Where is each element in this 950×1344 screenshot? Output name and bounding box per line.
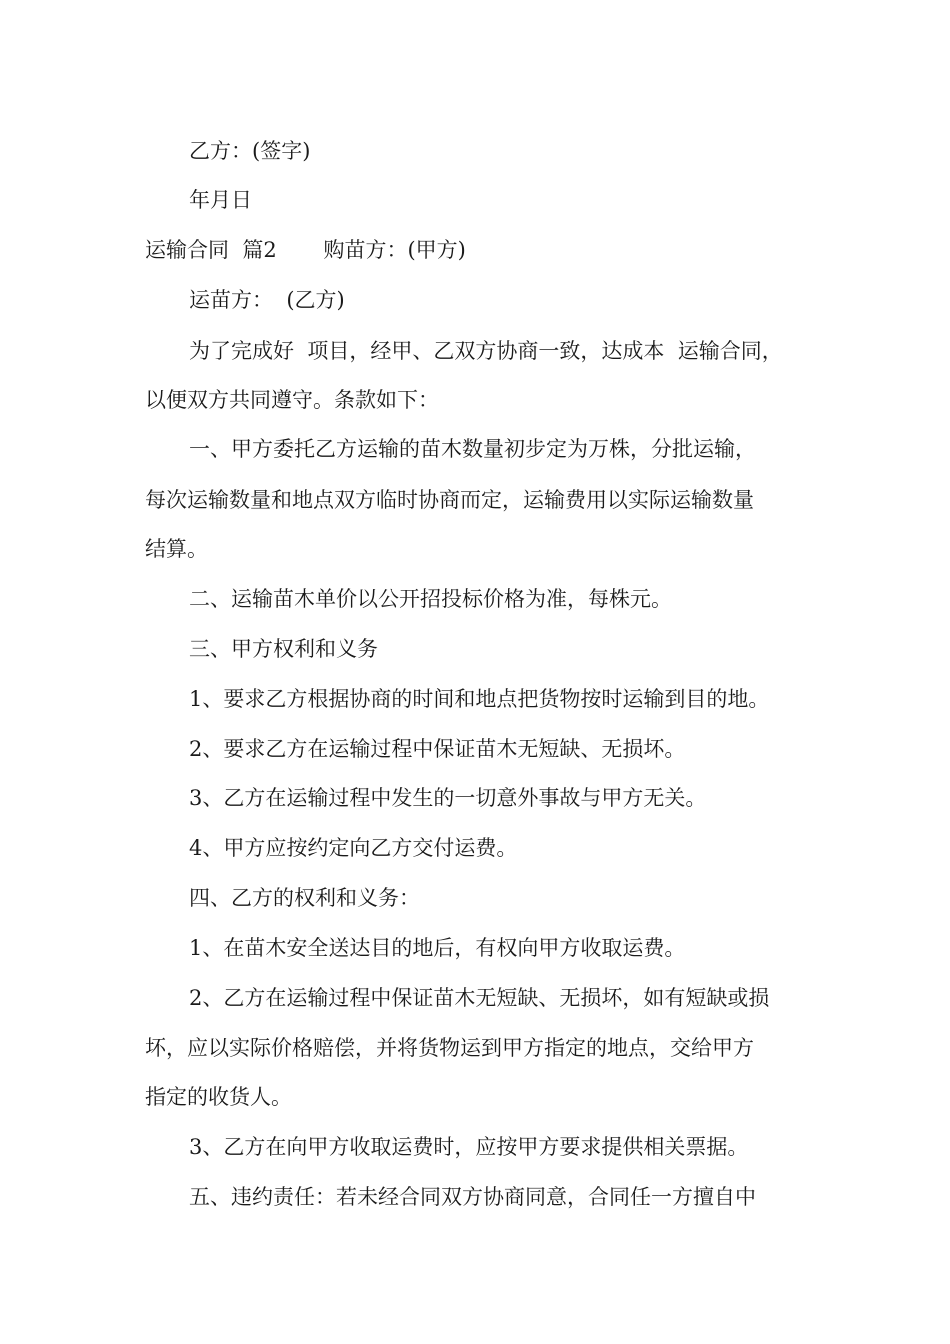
list-item: 3、乙方在运输过程中发生的一切意外事故与甲方无关。: [189, 786, 707, 810]
signature-party-b: 乙方：(签字): [189, 139, 311, 163]
paragraph-line: 以便双方共同遵守。条款如下：: [145, 388, 439, 412]
paragraph-line: 结算。: [145, 537, 208, 561]
paragraph-line: 二、运输苗木单价以公开招投标价格为准，每株元。: [189, 587, 672, 611]
section-heading: 四、乙方的权利和义务：: [189, 886, 420, 910]
list-item: 1、要求乙方根据协商的时间和地点把货物按时运输到目的地。: [189, 687, 770, 711]
contract-heading: 运输合同 篇2 购苗方：(甲方): [145, 238, 466, 262]
list-item: 4、甲方应按约定向乙方交付运费。: [189, 836, 518, 860]
list-item: 2、要求乙方在运输过程中保证苗木无短缺、无损坏。: [189, 737, 686, 761]
date-line: 年月日: [189, 188, 252, 212]
list-item: 1、在苗木安全送达目的地后，有权向甲方收取运费。: [189, 936, 686, 960]
paragraph-line: 为了完成好 项目，经甲、乙双方协商一致，达成本 运输合同，: [189, 339, 783, 363]
list-item: 3、乙方在向甲方收取运费时，应按甲方要求提供相关票据。: [189, 1135, 749, 1159]
list-item: 2、乙方在运输过程中保证苗木无短缺、无损坏，如有短缺或损: [189, 986, 770, 1010]
section-heading: 三、甲方权利和义务: [189, 637, 378, 661]
paragraph-line: 指定的收货人。: [145, 1085, 292, 1109]
paragraph-line: 坏，应以实际价格赔偿，并将货物运到甲方指定的地点，交给甲方: [145, 1036, 754, 1060]
party-b-line: 运苗方： (乙方): [189, 288, 345, 312]
section-heading: 五、违约责任：若未经合同双方协商同意，合同任一方擅自中: [189, 1185, 756, 1209]
paragraph-line: 每次运输数量和地点双方临时协商而定，运输费用以实际运输数量: [145, 488, 754, 512]
paragraph-line: 一、甲方委托乙方运输的苗木数量初步定为万株，分批运输，: [189, 437, 756, 461]
